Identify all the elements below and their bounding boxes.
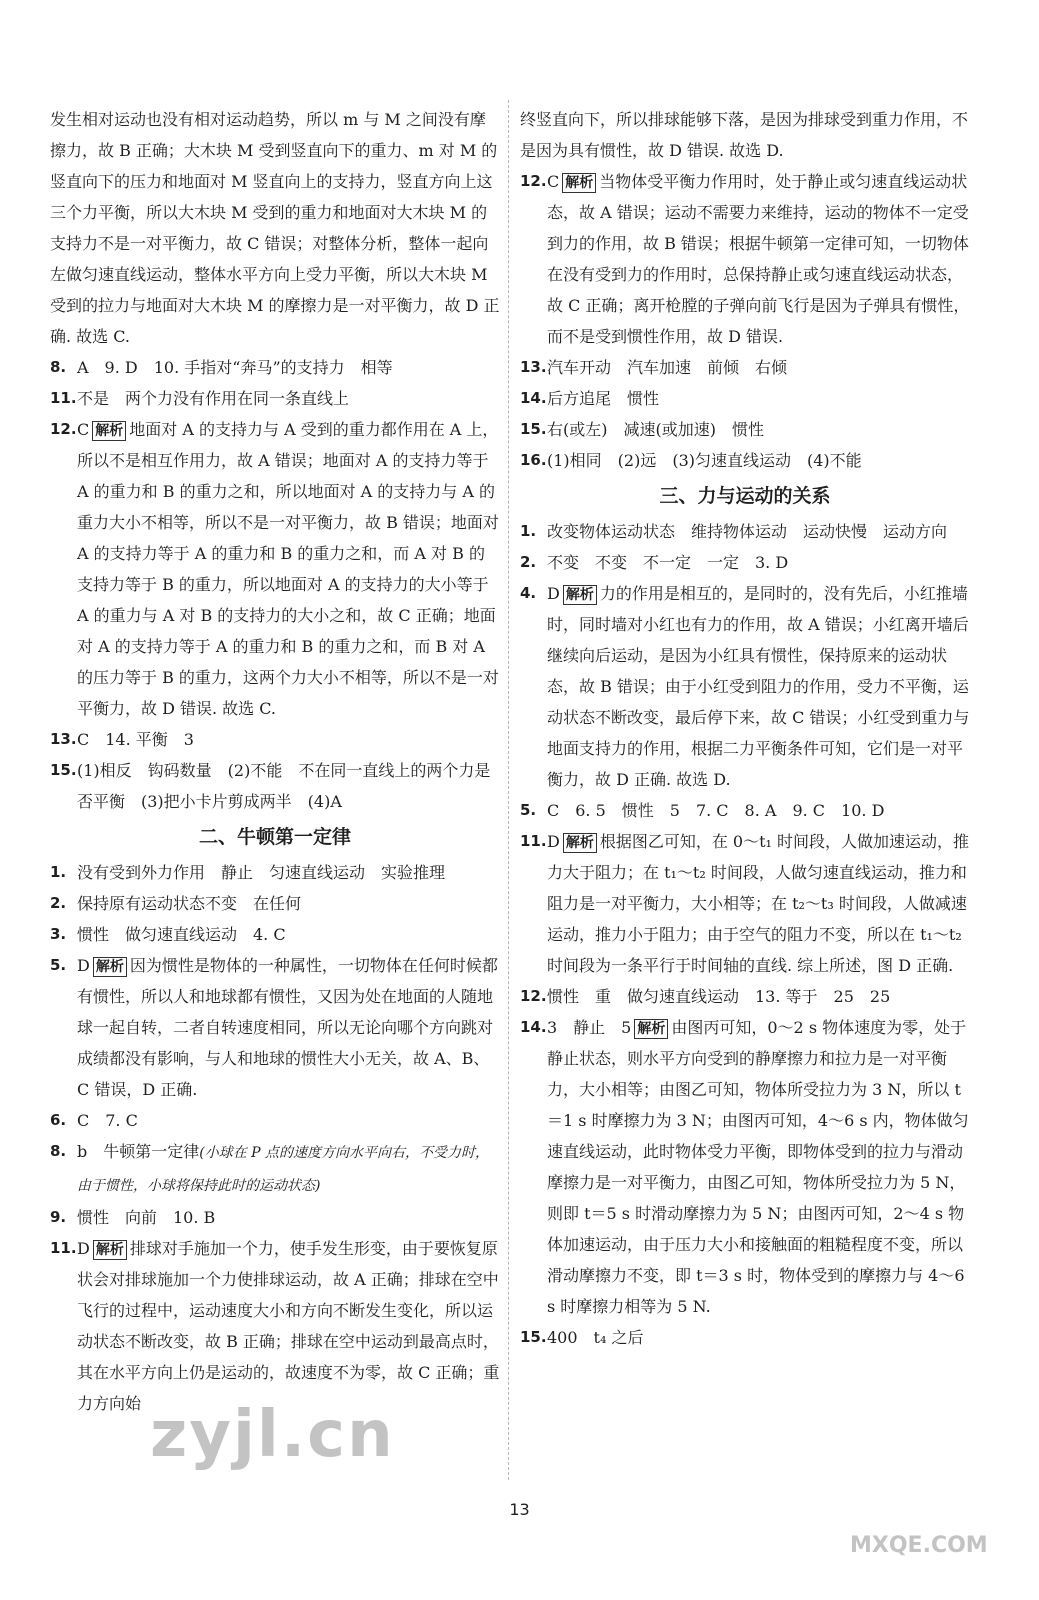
item-text: 汽车开动 汽车加速 前倾 右倾 [547, 358, 788, 377]
item-number: 8. [50, 1142, 67, 1160]
item-text: 不是 两个力没有作用在同一条直线上 [77, 389, 350, 408]
item-text: 排球对手施加一个力，使手发生形变，由于要恢复原状会对排球施加一个力使排球运动，故 A 正确；排球在空中飞行的过程中，运动速度大小和方向不断发生变化，所以运动状态不断改变，故 B 正确；排球在空中运动到最高点时，其在水平方向上仍是运动的，故速度不为零，故 C 正确；重力方向始 [77, 1239, 500, 1413]
answer-item [50, 755, 500, 817]
answer-item [50, 1136, 500, 1202]
item-number: 12. [520, 987, 547, 1005]
analysis-tag: 解析 [93, 1240, 127, 1260]
answer-item [50, 383, 500, 414]
item-text: 根据图乙可知，在 0～t₁ 时间段，人做加速运动，推力大于阻力；在 t₁～t₂ 时间段，人做匀速直线运动，推力和阻力是一对平衡力，大小相等；在 t₂～t₃ 时间段，人做减速运动，推力小于阻力；由于空气的阻力不变，所以在 t₁～t₂ 时间段为一条平行于时间轴的直线. 综上所述，图 D 正确. [547, 832, 970, 975]
answer-choice: 3 静止 5 [547, 1018, 632, 1037]
item-number: 6. [50, 1111, 67, 1129]
item-text: A 9. D 10. 手指对“奔马”的支持力 相等 [77, 358, 393, 377]
item-number: 1. [520, 522, 537, 540]
analysis-tag: 解析 [563, 585, 597, 605]
answer-item [50, 1202, 500, 1233]
answer-choice: C [547, 172, 560, 191]
page-number: 13 [509, 1500, 530, 1519]
item-text: 不变 不变 不一定 一定 3. D [547, 553, 789, 572]
watermark-right: MXQE.COM [850, 1533, 988, 1558]
item-number: 13. [520, 358, 547, 376]
item-text: 改变物体运动状态 维持物体运动 运动快慢 运动方向 [547, 522, 948, 541]
answer-item [520, 414, 970, 445]
answer-item [50, 950, 500, 1105]
answer-item [520, 445, 970, 476]
answer-item [520, 1012, 970, 1322]
item-text: 右(或左) 减速(或加速) 惯性 [547, 420, 764, 439]
analysis-tag: 解析 [562, 173, 596, 193]
item-number: 11. [520, 832, 547, 850]
item-number: 11. [50, 389, 77, 407]
item-number: 8. [50, 358, 67, 376]
item-text: 力的作用是相互的，是同时的，没有先后，小红推墙时，同时墙对小红也有力的作用，故 A 错误；小红离开墙后继续向后运动，是因为小红具有惯性，保持原来的运动状态，故 B 错误；由于小红受到阻力的作用，受力不平衡，运动状态不断改变，最后停下来，故 C 错误；小红受到重力与地面支持力的作用，根据二力平衡条件可知，它们是一对平衡力，故 D 正确. 故选 D. [547, 584, 970, 789]
answer-choice: C [77, 420, 90, 439]
answer-item [50, 1233, 500, 1419]
answer-item [520, 352, 970, 383]
answer-choice: D [77, 956, 90, 975]
item-text: C 6. 5 惯性 5 7. C 8. A 9. C 10. D [547, 801, 885, 820]
answer-item [50, 857, 500, 888]
answer-item [50, 888, 500, 919]
item-text: C 7. C [77, 1111, 138, 1130]
answer-item [50, 1105, 500, 1136]
answer-item [50, 919, 500, 950]
answer-choice: D [547, 584, 560, 603]
answer-choice: D [77, 1239, 90, 1258]
item-number: 14. [520, 389, 547, 407]
item-text: b 牛顿第一定律 [77, 1142, 200, 1161]
answer-item [520, 578, 970, 795]
item-text: 400 t₄ 之后 [547, 1328, 644, 1347]
item-number: 1. [50, 863, 67, 881]
answer-item [520, 826, 970, 981]
item-number: 13. [50, 730, 77, 748]
answer-choice: D [547, 832, 560, 851]
answer-item [520, 547, 970, 578]
item-text: 当物体受平衡力作用时，处于静止或匀速直线运动状态，故 A 错误；运动不需要力来维持，运动的物体不一定受到力的作用，故 B 错误；根据牛顿第一定律可知，一切物体在没有受到力的作用时，总保持静止或匀速直线运动状态，故 C 正确；离开枪膛的子弹向前飞行是因为子弹具有惯性，而不是受到惯性作用，故 D 错误. [547, 172, 970, 346]
item-text: C 14. 平衡 3 [77, 730, 194, 749]
item-text: 保持原有运动状态不变 在任何 [77, 894, 302, 913]
answer-item [520, 516, 970, 547]
item-number: 15. [520, 420, 547, 438]
answer-item [50, 724, 500, 755]
item-note: (小球在 P 点的速度方向水平向右，不受力时，由于惯性，小球将保持此时的运动状态) [77, 1145, 490, 1194]
item-text: 地面对 A 的支持力与 A 受到的重力都作用在 A 上，所以不是相互作用力，故 A 错误；地面对 A 的支持力等于 A 的重力和 B 的重力之和，所以地面对 A 的支持力与 A 的重力大小不相等，所以不是一对平衡力，故 B 错误；地面对 A 的支持力等于 A 的重力和 B 的重力之和，而 A 对 B 的支持力等于 B 的重力，所以地面对 A 的支持力的大小等于 A 的重力与 A 对 B 的支持力的大小之和，故 C 正确；地面对 A 的支持力等于 A 的重力和 B 的重力之和，而 B 对 A 的压力等于 B 的重力，这两个力大小不相等，所以不是一对平衡力，故 D 错误. 故选 C. [77, 420, 499, 718]
item-text: 后方追尾 惯性 [547, 389, 660, 408]
answer-item [520, 795, 970, 826]
answer-item [520, 383, 970, 414]
watermark-left: zyjl.cn [150, 1398, 395, 1472]
answer-item [520, 166, 970, 352]
item-number: 3. [50, 925, 67, 943]
item-number: 16. [520, 451, 547, 469]
item-number: 2. [520, 553, 537, 571]
item-text: 惯性 重 做匀速直线运动 13. 等于 25 25 [547, 987, 891, 1006]
item-text: 惯性 做匀速直线运动 4. C [77, 925, 286, 944]
item-number: 2. [50, 894, 67, 912]
column-divider [508, 100, 509, 1480]
section-title: 三、力与运动的关系 [659, 485, 831, 507]
item-text: (1)相同 (2)远 (3)匀速直线运动 (4)不能 [547, 451, 862, 470]
item-number: 5. [50, 956, 67, 974]
continued-paragraph: 发生相对运动也没有相对运动趋势，所以 m 与 M 之间没有摩擦力，故 B 正确；大木块 M 受到竖直向下的重力、m 对 M 的竖直向下的压力和地面对 M 竖直向上的支持力，竖直方向上这三个力平衡，所以大木块 M 受到的重力和地面对大木块 M 的支持力不是一对平衡力，故 C 错误；对整体分析，整体一起向左做匀速直线运动，整体水平方向上受力平衡，所以大木块 M 受到的拉力与地面对大木块 M 的摩擦力是一对平衡力，故 D 正确. 故选 C. [50, 110, 500, 346]
item-number: 4. [520, 584, 537, 602]
item-text: 没有受到外力作用 静止 匀速直线运动 实验推理 [77, 863, 446, 882]
item-number: 15. [50, 761, 77, 779]
analysis-tag: 解析 [563, 833, 597, 853]
section-title: 二、牛顿第一定律 [198, 826, 351, 848]
answer-item [520, 981, 970, 1012]
item-number: 14. [520, 1018, 547, 1036]
item-number: 11. [50, 1239, 77, 1257]
item-number: 12. [50, 420, 77, 438]
item-number: 5. [520, 801, 537, 819]
item-text: 由图丙可知，0～2 s 物体速度为零，处于静止状态，则水平方向受到的静摩擦力和拉力是一对平衡力，大小相等；由图乙可知，物体所受拉力为 3 N，所以 t＝1 s 时摩擦力为 3 N；由图丙可知，4～6 s 内，物体做匀速直线运动，此时物体受力平衡，即物体受到的拉力与滑动摩擦力是一对平衡力，由图乙可知，物体所受拉力为 5 N，则即 t＝5 s 时滑动摩擦力为 5 N；由图丙可知，2～4 s 物体加速运动，由于压力大小和接触面的粗糙程度不变，所以滑动摩擦力不变，即 t＝3 s 时，物体受到的摩擦力与 4～6 s 时摩擦力相等为 5 N. [547, 1018, 969, 1316]
answer-item [50, 352, 500, 383]
continued-paragraph: 终竖直向下，所以排球能够下落，是因为排球受到重力作用，不是因为具有惯性，故 D 错误. 故选 D. [520, 110, 969, 160]
item-text: 因为惯性是物体的一种属性，一切物体在任何时候都有惯性，所以人和地球都有惯性，又因为处在地面的人随地球一起自转，二者自转速度相同，所以无论向哪个方向跳对成绩都没有影响，与人和地球的惯性大小无关，故 A、B、C 错误，D 正确. [77, 956, 498, 1099]
left-column [50, 104, 500, 1419]
item-number: 9. [50, 1208, 67, 1226]
right-column [520, 104, 970, 1353]
answer-item [50, 414, 500, 724]
item-number: 15. [520, 1328, 547, 1346]
analysis-tag: 解析 [93, 957, 127, 977]
item-text: 惯性 向前 10. B [77, 1208, 216, 1227]
answer-item [520, 1322, 970, 1353]
analysis-tag: 解析 [634, 1019, 668, 1039]
item-number: 12. [520, 172, 547, 190]
item-text: (1)相反 钩码数量 (2)不能 不在同一直线上的两个力是否平衡 (3)把小卡片剪成两半 (4)A [77, 761, 491, 811]
analysis-tag: 解析 [92, 421, 126, 441]
